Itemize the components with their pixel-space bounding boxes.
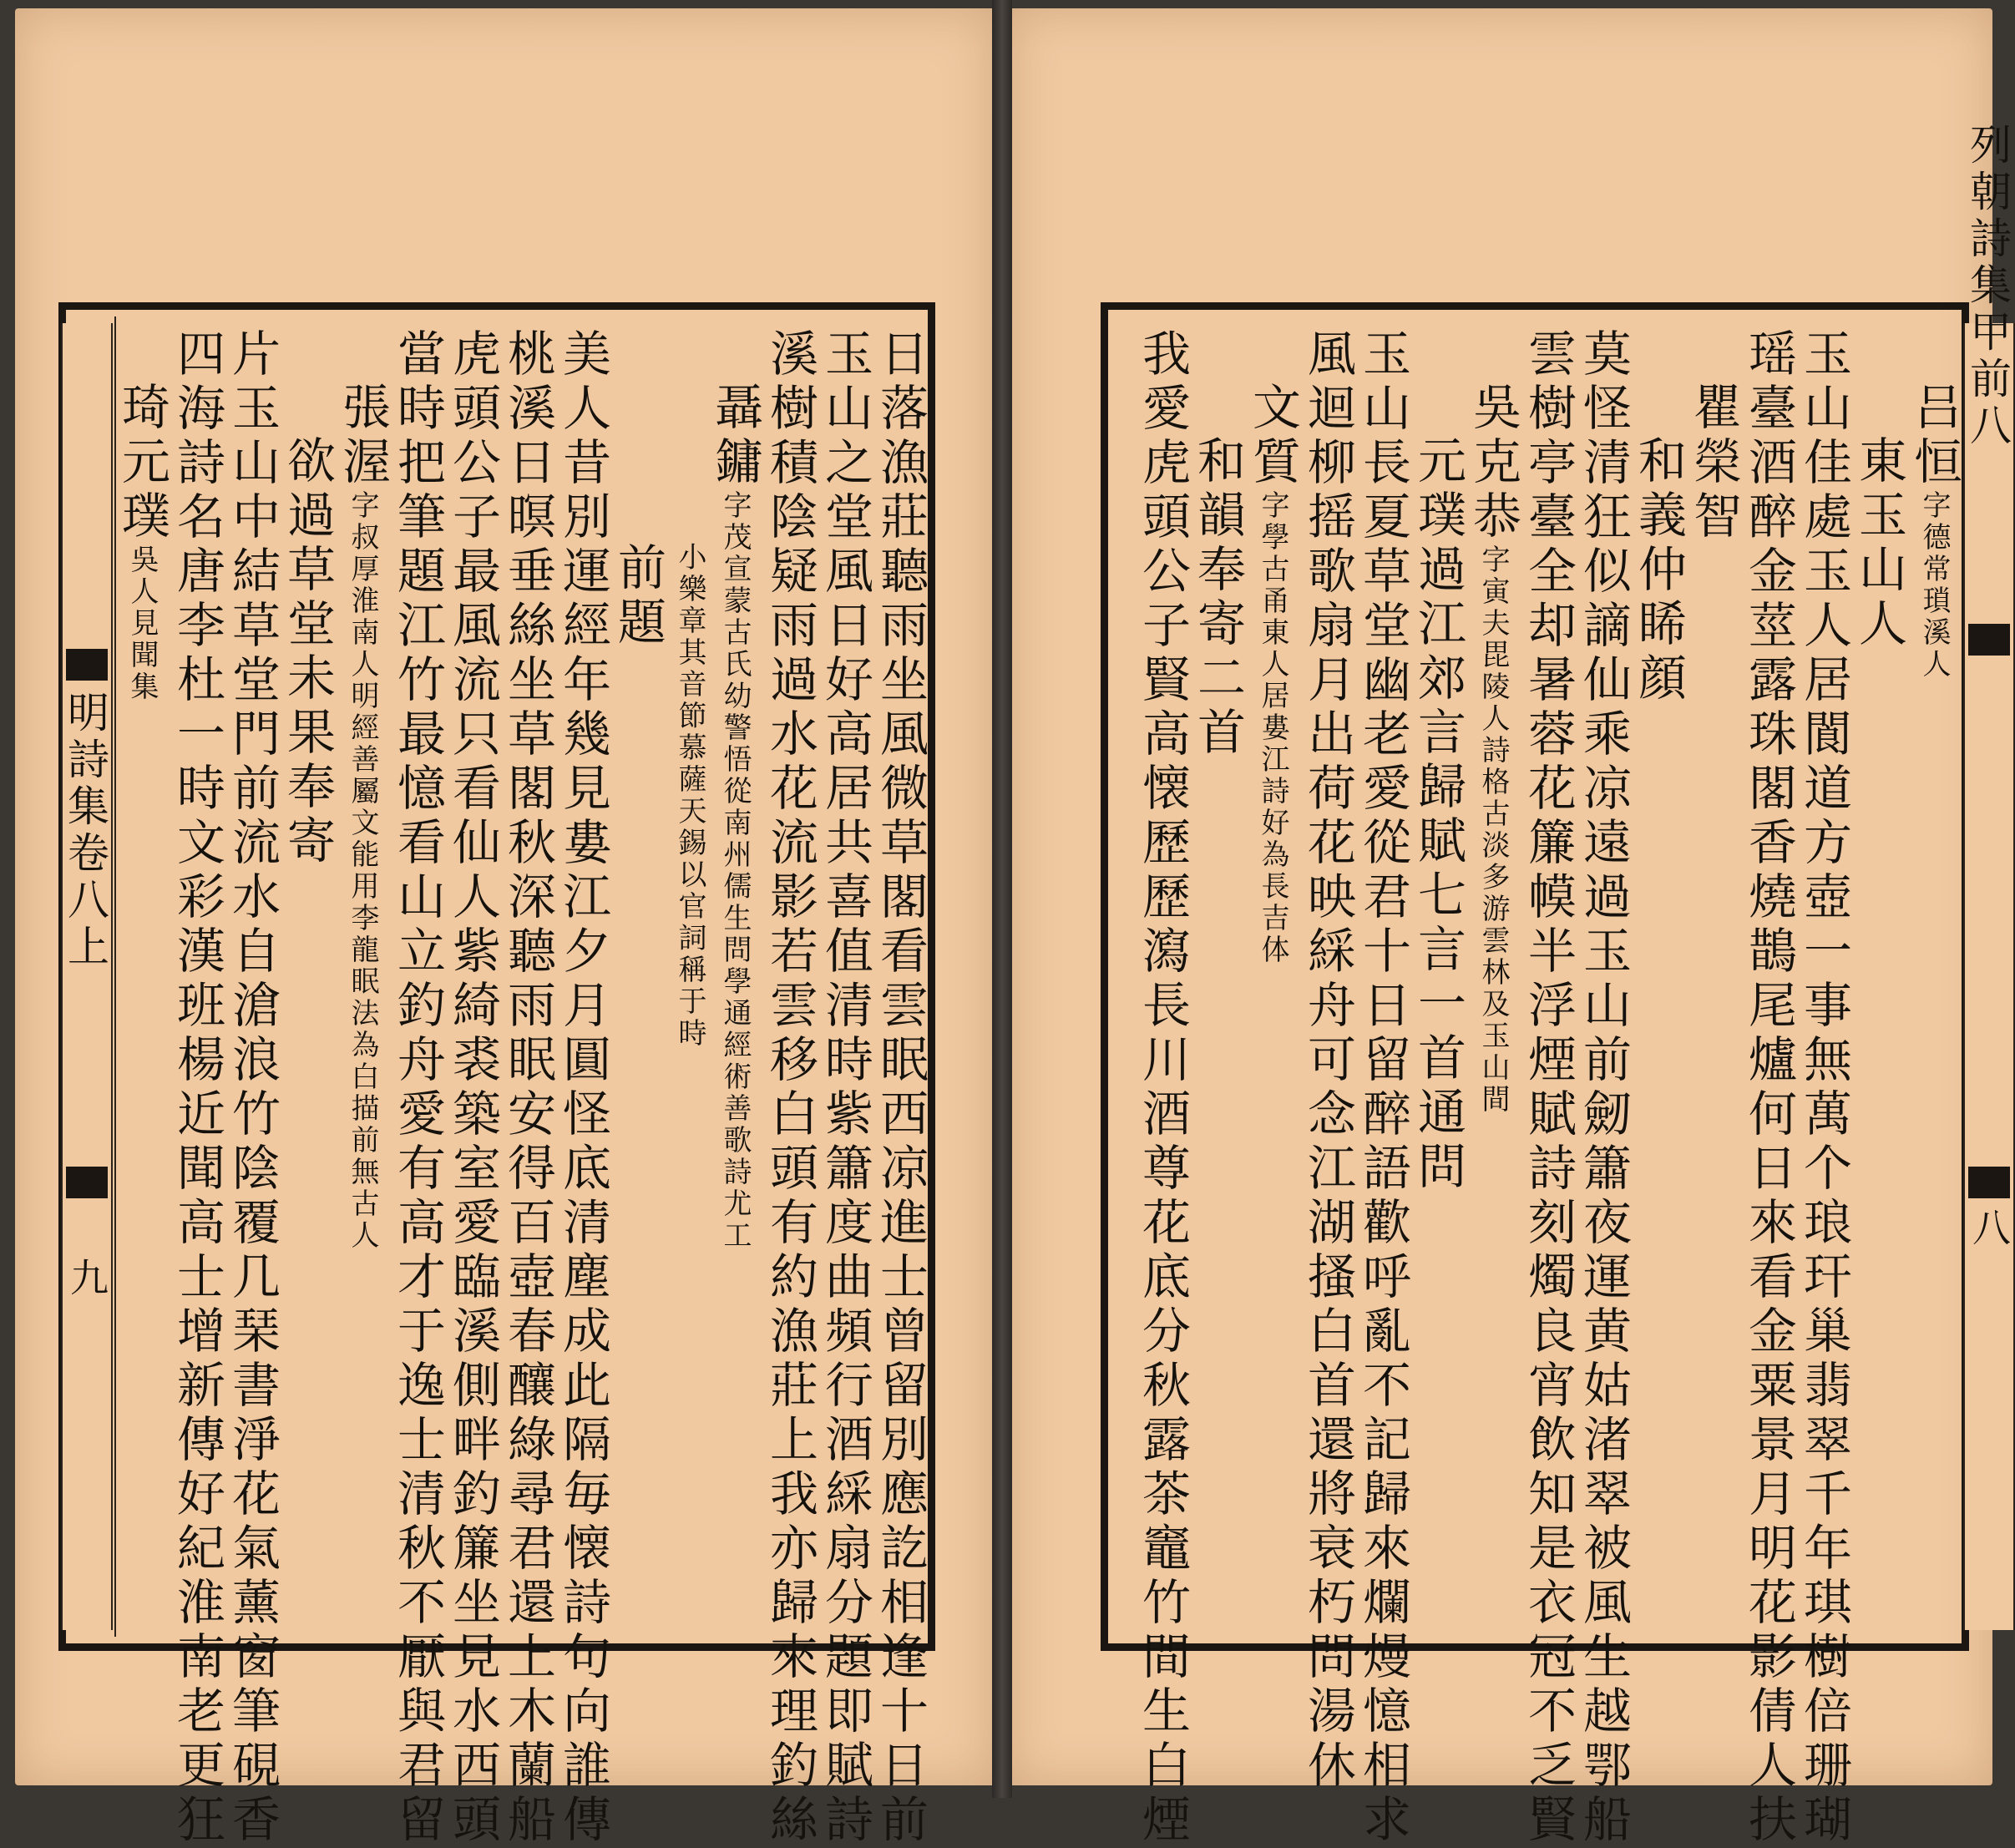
text-column [1188,328,1246,1625]
verse-line: 美人昔別運經年幾見婁江夕月圓怪底清塵成此隔毎懐詩句向誰傳 [554,328,611,1848]
verse-line: 風迴柳 [1299,328,1356,491]
right-fold-banner [1963,123,2015,1630]
fold-band-top [66,649,108,681]
right-folio-number: 八 [1967,1208,2012,1246]
verse-line: 當時把筆題江竹最憶看山立釣舟愛有高才于逸士清秋不厭與君留 [389,328,446,1848]
text-column [664,328,704,1625]
verse-line: 玉山之堂風日好高居共喜值清時紫簫度曲頻行酒綵扇分題即賦詩 [817,328,873,1848]
text-column [1243,328,1301,1625]
text-column [816,328,873,1848]
poem-title: 和義仲睎顔 [1630,435,1687,706]
text-column [609,328,666,1625]
fold-band-mid [1968,1167,2010,1198]
author-name: 瞿榮智 [1685,382,1742,544]
author-name: 文質 [1244,382,1301,490]
verse-line: 日落漁莊聽雨坐風微草閣看雲眠西凉進士曾留別應訖相逢十日前 [872,328,929,1848]
author-name: 聶鏞 [706,382,763,490]
text-column [1299,328,1356,1794]
text-column [706,328,763,1625]
text-column [554,328,611,1848]
verse-line: 片玉山中結草堂門前流水自滄浪竹陰覆几琹書淨花氣薰窗筆硯香 [224,328,281,1848]
author-note: 吳人見聞集 [125,544,159,703]
verse-line: 四海詩名唐李杜一時文彩漢班楊近聞高士增新傳好紀淮南老更狂 [169,328,225,1848]
verse-line: 玉山長夏草堂幽老愛從君十日留醉語歡呼亂不記歸來爛熳憶相求 [1354,328,1411,1848]
text-column [1850,328,1907,1625]
poem-title: 和韻奉寄二首 [1189,435,1246,761]
right-text-block [1101,123,2012,1848]
author-note: 小樂章其音節慕薩天錫以官詞稱于時 [673,542,706,1050]
text-column [113,328,170,1625]
author-name: 琦元璞 [114,382,170,544]
text-column [388,328,446,1848]
text-column [1519,328,1577,1848]
verse-line: 莫怪清狂似謫仙乘凉遠過玉山前劒簫夜運黄姑渚翠被風生越鄂船 [1575,328,1632,1848]
author-name: 吳克恭 [1465,382,1521,544]
text-column [871,328,929,1848]
right-folio-title: 列朝詩集甲前八 [1963,123,2012,450]
text-column [168,328,225,1848]
text-column [1739,328,1797,1848]
text-column [1409,328,1466,1625]
author-note: 字叔厚淮南人明經善屬文能用李龍眠法為白描前無古人 [346,490,379,1252]
author-note: 字寅夫毘陵人詩格古淡多游雲林及玉山間 [1476,544,1510,1116]
verse-line: 雲樹亭臺全却暑蓉花簾幙半浮煙賦詩刻燭良宵飲知是衣冠不乏賢 [1520,328,1577,1848]
author-note: 字學古甬東人居婁江詩好為長吉体 [1256,490,1289,966]
fold-band-top [1968,624,2010,656]
verse-line: 我愛虎頭公子賢高懐歷歷瀉長川酒尊花底分秋露茶竈竹間生白煙 [1134,328,1191,1848]
poem-title: 東玉山人 [1850,435,1907,652]
verse-line: 玉山佳處玉人居閬道方壺一事無萬个琅玕巢翡翠千年琪樹倍珊瑚 [1795,328,1852,1848]
verse-line: 溪樹積陰疑雨過水花流影若雲移白頭有約漁莊上我亦歸來理釣絲 [762,328,818,1848]
text-column [443,328,501,1848]
verse-line: 瑶臺酒醉金莖露珠閣香燒鵲尾爐何日來看金粟景月明花影倩人扶 [1740,328,1797,1848]
verse-line: 虎頭公子最風流只看仙人紫綺裘築室愛臨溪側畔釣簾坐見水西頭 [444,328,501,1848]
poem-title: 欲過草堂未果奉寄 [279,435,336,869]
author-name: 吕恒 [1906,382,1962,490]
author-name: 張渥 [334,382,391,490]
left-fold-banner [61,323,113,1630]
left-folio-title: 明詩集卷八上 [61,691,109,971]
text-column [278,328,336,1625]
text-column [1354,328,1411,1848]
text-column [499,328,556,1848]
author-note: 字德常瑣溪人 [1917,490,1951,681]
text-column [1133,328,1191,1848]
text-column [1574,328,1632,1848]
verse-line: 桃溪日暝垂絲坐草閣秋深聽雨眠安得百壺春釀綠尋君還上木蘭船 [499,328,556,1848]
left-text-block [58,302,935,1848]
text-column [1795,328,1852,1848]
verse-line-continued: 摇歌扇月出荷花映綵舟可念江湖搔白首還將衰朽問湯休 [1299,491,1356,1794]
left-folio-number: 九 [64,1258,109,1296]
text-column [1629,328,1687,1625]
text-column [1684,328,1742,1625]
text-column [761,328,818,1848]
text-column [1905,328,1962,1625]
text-column [1464,328,1521,1625]
poem-title: 前題 [610,542,666,651]
author-note: 字茂宣蒙古氏幼警悟從南州儒生問學通經術善歌詩尤工 [718,490,752,1252]
poem-title: 元璞過江郊言歸賦七言一首通問 [1410,435,1466,1195]
text-column [333,328,391,1625]
text-column [223,328,281,1848]
fold-band-mid [66,1167,108,1198]
book-gutter [992,0,1012,1798]
